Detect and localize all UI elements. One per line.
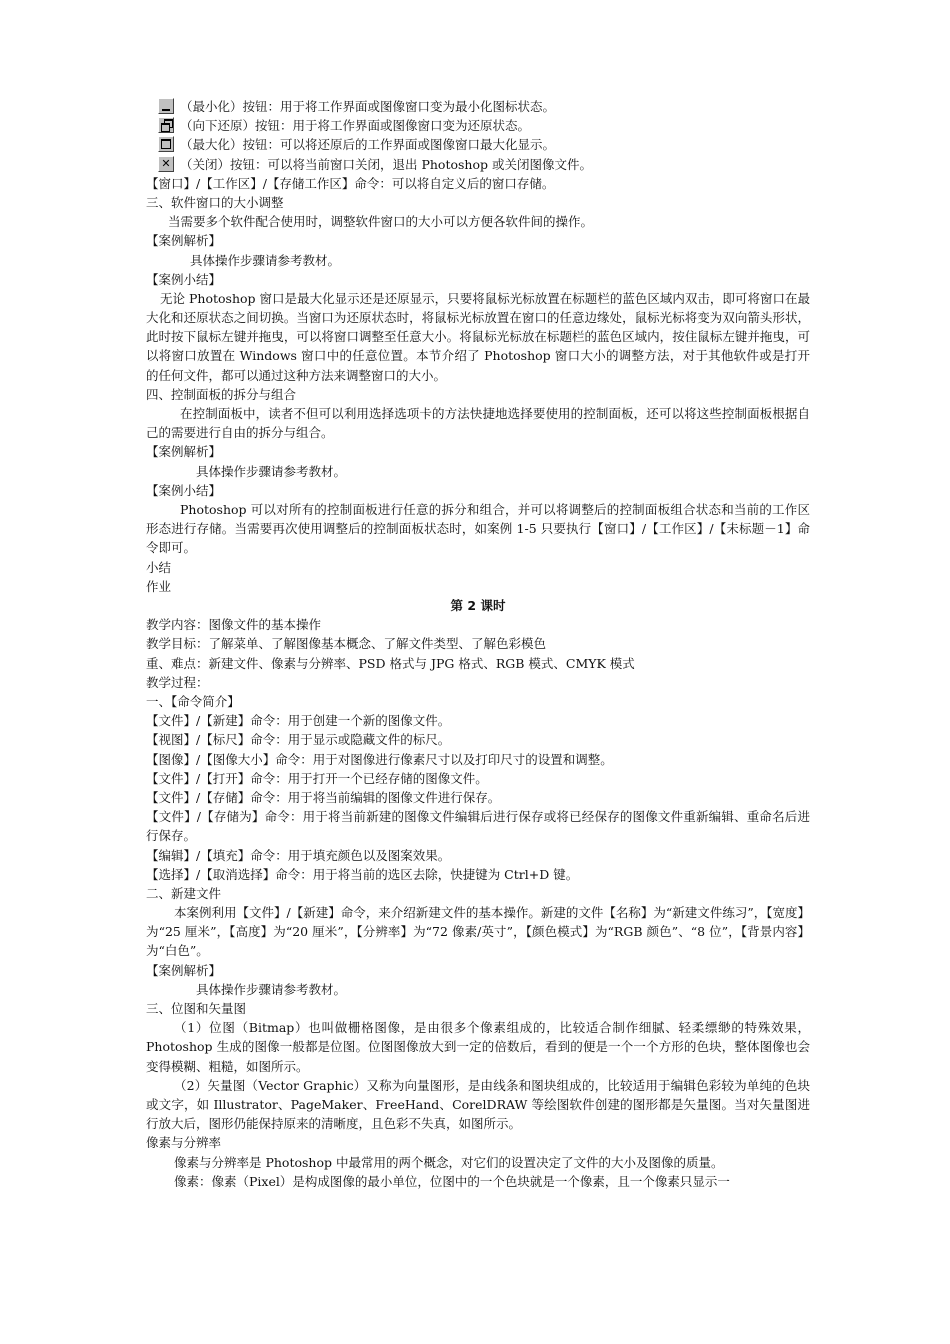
teaching-process: 教学过程： [146,674,209,690]
restore-button-row [146,116,810,135]
case-summary-paragraph: Photoshop 可以对所有的控制面板进行任意的拆分和组合，并可以将调整后的控制面板组合状态和当前的工作区形态进行存储。当需要再次使用调整后的控制面板状态时，如案例 1-5 只要执行【窗口】/【工作区】/【未标题－1】命令即可。 [146,502,810,556]
vector-paragraph: （2）矢量图（Vector Graphic）又称为向量图形，是由线条和图块组成的，比较适用于编辑色彩较为单纯的色块或文字，如 Illustrator、PageMaker、FreeHand、CorelDRAW 等绘图软件创建的图形都是矢量图。当对矢量图进行放大后，图形仍能保持原来的清晰度，且色彩不失真，如图所示。 [146,1077,810,1132]
command-item: 【文件】/【存储】命令：用于将当前编辑的图像文件进行保存。 [146,789,501,805]
maximize-description: （最大化）按钮：可以将还原后的工作界面或图像窗口最大化显示。 [180,137,556,153]
case-analysis-label: 【案例解析】 [146,233,222,249]
close-description: （关闭）按钮：可以将当前窗口关闭，退出 Photoshop 或关闭图像文件。 [180,156,592,172]
paragraph: 当需要多个软件配合使用时，调整软件窗口的大小可以方便各软件间的操作。 [168,214,594,230]
teaching-content: 教学内容：图像文件的基本操作 [146,617,322,633]
case-summary-label: 【案例小结】 [146,482,222,498]
case-summary-label: 【案例小结】 [146,271,222,287]
close-icon: ✕ [158,156,174,172]
case-analysis-label: 【案例解析】 [146,962,222,978]
save-workspace-command: 【窗口】/【工作区】/【存储工作区】命令：可以将自定义后的窗口存储。 [146,175,555,191]
minimize-button-row [146,97,810,116]
restore-description: （向下还原）按钮：用于将工作界面或图像窗口变为还原状态。 [180,118,531,134]
homework-label: 作业 [146,578,172,594]
command-item: 【文件】/【打开】命令：用于打开一个已经存储的图像文件。 [146,770,488,786]
maximize-button-row [146,135,810,154]
lesson-title: 第 2 课时 [450,598,506,614]
case-analysis-label: 【案例解析】 [146,444,222,460]
case-summary-paragraph: 无论 Photoshop 窗口是最大化显示还是还原显示，只要将鼠标光标放置在标题栏的蓝色区域内双击，即可将窗口在最大化和还原状态之间切换。当窗口为还原状态时，将鼠标光标放置在窗口的任意边缘处，鼠标光标将变为双向箭头形状，此时按下鼠标左键并拖曳，可以将窗口调整至任意大小。将鼠标光标放在标题栏的蓝色区域内，按住鼠标左键并拖曳，可以将窗口放置在 Windows 窗口中的任意位置。本节介绍了 Photoshop 窗口大小的调整方法，对于其他软件或是打开的任何文件，都可以通过这种方法来调整窗口的大小。 [146,290,810,383]
teaching-goal: 教学目标：了解菜单、了解图像基本概念、了解文件类型、了解色彩模色 [146,636,547,652]
summary-label: 小结 [146,559,172,575]
section-heading: 二、新建文件 [146,885,222,901]
command-item: 【视图】/【标尺】命令：用于显示或隐藏文件的标尺。 [146,732,451,748]
paragraph: 像素：像素（Pixel）是构成图像的最小单位，位图中的一个色块就是一个像素，且一个像素只显示一 [174,1173,730,1189]
minimize-icon [158,98,174,114]
command-item: 【图像】/【图像大小】命令：用于对图像进行像素尺寸以及打印尺寸的设置和调整。 [146,751,613,767]
bitmap-paragraph: （1）位图（Bitmap）也叫做栅格图像，是由很多个像素组成的，比较适合制作细腻、轻柔缥缈的特殊效果，Photoshop 生成的图像一般都是位图。位图图像放大到一定的倍数后，看到的便是一个一个方形的色块，整体图像也会变得模糊、粗糙，如图所示。 [146,1020,810,1074]
case-analysis-text: 具体操作步骤请参考教材。 [196,981,347,997]
command-item: 【文件】/【存储为】命令：用于将当前新建的图像文件编辑后进行保存或将已经保存的图像文件重新编辑、重命名后进行保存。 [146,809,810,844]
minimize-description: （最小化）按钮：用于将工作界面或图像窗口变为最小化图标状态。 [180,99,556,114]
case-analysis-text: 具体操作步骤请参考教材。 [196,463,347,479]
paragraph: 本案例利用【文件】/【新建】命令，来介绍新建文件的基本操作。新建的文件【名称】为“新建文件练习”，【宽度】为“25 厘米”，【高度】为“20 厘米”，【分辨率】为“72 像素/英寸”，【颜色模式】为“RGB 颜色”、“8 位”，【背景内容】为“白色”。 [146,905,810,959]
command-item: 【文件】/【新建】命令：用于创建一个新的图像文件。 [146,713,451,729]
paragraph: 在控制面板中，读者不但可以利用选择选项卡的方法快捷地选择要使用的控制面板，还可以将这些控制面板根据自己的需要进行自由的拆分与组合。 [146,406,810,441]
section-heading: 四、控制面板的拆分与组合 [146,386,297,402]
document-page [146,97,810,1191]
section-heading: 三、软件窗口的大小调整 [146,194,284,210]
section-heading: 三、位图和矢量图 [146,1001,247,1017]
key-points: 重、难点：新建文件、像素与分辨率、PSD 格式与 JPG 格式、RGB 模式、CMYK 模式 [146,655,635,671]
paragraph: 像素与分辨率是 Photoshop 中最常用的两个概念，对它们的设置决定了文件的大小及图像的质量。 [174,1154,724,1170]
command-item: 【编辑】/【填充】命令：用于填充颜色以及图案效果。 [146,847,451,863]
maximize-icon [158,136,174,152]
close-button-row [146,155,810,174]
section-heading: 像素与分辨率 [146,1135,222,1151]
restore-icon [158,117,174,133]
section-heading: 一、【命令简介】 [146,693,240,709]
command-item: 【选择】/【取消选择】命令：用于将当前的选区去除，快捷键为 Ctrl+D 键。 [146,866,579,882]
case-analysis-text: 具体操作步骤请参考教材。 [190,252,341,268]
